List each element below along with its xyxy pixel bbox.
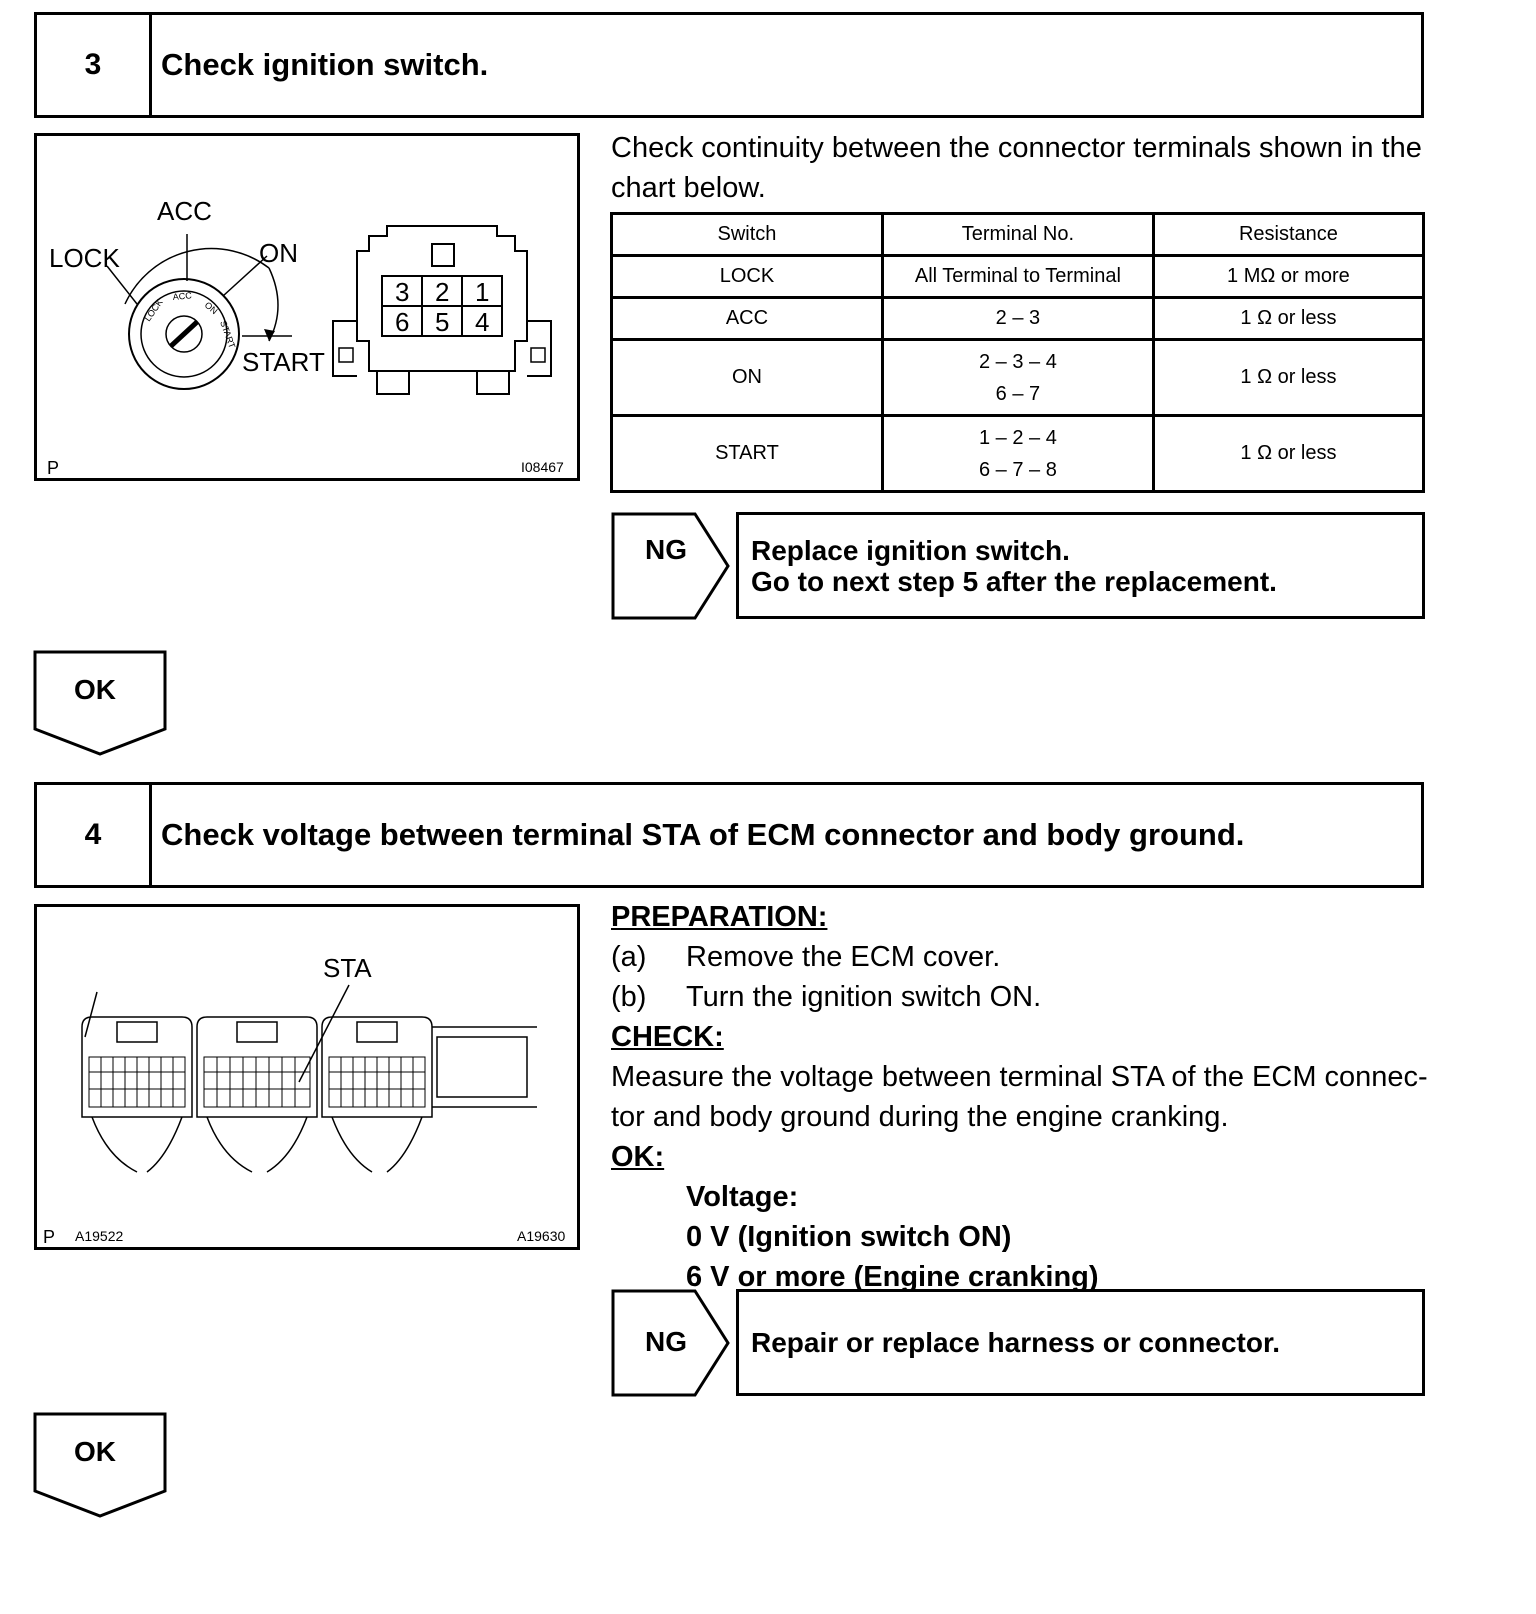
label-acc: ACC: [157, 196, 212, 226]
ng-action-box: [736, 1289, 1425, 1396]
ng-arrow-box: [610, 1288, 734, 1398]
ok-label: OK: [74, 674, 116, 705]
terminal-1: 1: [475, 277, 490, 307]
ignition-switch-diagram: [37, 136, 577, 478]
instruction-line-1: Check continuity between the connector terminals shown in the: [611, 132, 1422, 164]
step-number: 3: [37, 15, 152, 115]
check-line-1: Measure the voltage between terminal STA of the ECM connec-: [611, 1061, 1428, 1093]
item-marker: (b): [611, 981, 647, 1013]
terminal-line: 6 – 7: [995, 382, 1041, 405]
step-title: Check voltage between terminal STA of ECM connector and body ground.: [161, 817, 1245, 852]
figure-corner-p: P: [47, 458, 60, 478]
check-line-2: tor and body ground during the engine cranking.: [611, 1101, 1229, 1133]
header-resistance: Resistance: [1153, 214, 1423, 256]
continuity-chart: [610, 212, 1425, 493]
step-4-header: [34, 782, 1424, 888]
table-row: [612, 340, 1424, 416]
ok-heading: OK:: [611, 1141, 665, 1173]
terminal-2: 2: [435, 277, 450, 307]
step-title: Check ignition switch.: [161, 47, 489, 82]
ok-arrow-box: [32, 649, 168, 757]
dial-label-start: START: [218, 319, 238, 350]
list-item: [611, 937, 1441, 977]
terminal-5: 5: [435, 307, 450, 337]
check-heading: CHECK:: [611, 1021, 724, 1053]
step-3-instruction: [611, 128, 1441, 208]
ng-action-box: [736, 512, 1425, 619]
step-4-instruction: [611, 897, 1441, 1297]
label-lock: LOCK: [49, 243, 120, 273]
item-text: Turn the ignition switch ON.: [686, 981, 1042, 1013]
table-row: [612, 298, 1424, 340]
cell-switch: START: [612, 416, 883, 492]
cell-resistance: 1 Ω or less: [1153, 416, 1423, 492]
ng-label: NG: [645, 1326, 687, 1357]
dial-label-lock: LOCK: [142, 297, 165, 324]
figure-corner-p: P: [43, 1227, 56, 1247]
ok-arrow-box: [32, 1411, 168, 1519]
ng-action-line-1: Repair or replace harness or connector.: [751, 1327, 1281, 1358]
step-3-header: [34, 12, 1424, 118]
cell-switch: LOCK: [612, 256, 883, 298]
ng-label: NG: [645, 534, 687, 565]
terminal-line: 2 – 3 – 4: [978, 350, 1057, 373]
cell-terminal: [882, 416, 1153, 492]
ok-label: OK: [74, 1436, 116, 1467]
cell-resistance: 1 MΩ or more: [1153, 256, 1423, 298]
cell-resistance: 1 Ω or less: [1153, 298, 1423, 340]
ng-action-line-2: Go to next step 5 after the replacement.: [751, 565, 1277, 597]
cell-switch: ACC: [612, 298, 883, 340]
terminal-6: 6: [395, 307, 410, 337]
ng-arrow-box: [610, 511, 734, 621]
sta-label: STA: [323, 953, 372, 983]
dial-label-acc: ACC: [172, 290, 193, 302]
table-row: [612, 256, 1424, 298]
label-on: ON: [259, 238, 298, 268]
terminal-line: 6 – 7 – 8: [978, 458, 1057, 481]
ng-action-line-1: Replace ignition switch.: [751, 534, 1070, 566]
cell-terminal: All Terminal to Terminal: [882, 256, 1153, 298]
ok-spec-line: Voltage:: [686, 1181, 799, 1213]
table-row: [612, 416, 1424, 492]
figure-code-left: A19522: [75, 1228, 124, 1244]
ignition-switch-figure: [34, 133, 580, 481]
cell-resistance: 1 Ω or less: [1153, 340, 1423, 416]
step-number: 4: [37, 785, 152, 885]
label-start: START: [242, 347, 325, 377]
terminal-line: 1 – 2 – 4: [978, 426, 1057, 449]
header-terminal: Terminal No.: [882, 214, 1153, 256]
item-marker: (a): [611, 941, 647, 973]
preparation-heading: PREPARATION:: [611, 901, 828, 933]
dial-label-on: ON: [202, 299, 220, 317]
terminal-4: 4: [475, 307, 490, 337]
cell-terminal: [882, 340, 1153, 416]
cell-terminal: 2 – 3: [882, 298, 1153, 340]
list-item: [611, 977, 1441, 1017]
header-switch: Switch: [612, 214, 883, 256]
ok-spec-line: 6 V or more (Engine cranking): [686, 1261, 1099, 1293]
instruction-line-2: chart below.: [611, 172, 766, 204]
figure-code: I08467: [521, 459, 564, 475]
ecm-connector-diagram: [37, 907, 577, 1247]
ecm-connector-figure: [34, 904, 580, 1250]
figure-code-right: A19630: [517, 1228, 566, 1244]
item-text: Remove the ECM cover.: [686, 941, 1001, 973]
cell-switch: ON: [612, 340, 883, 416]
terminal-3: 3: [395, 277, 410, 307]
ok-spec-line: 0 V (Ignition switch ON): [686, 1221, 1012, 1253]
